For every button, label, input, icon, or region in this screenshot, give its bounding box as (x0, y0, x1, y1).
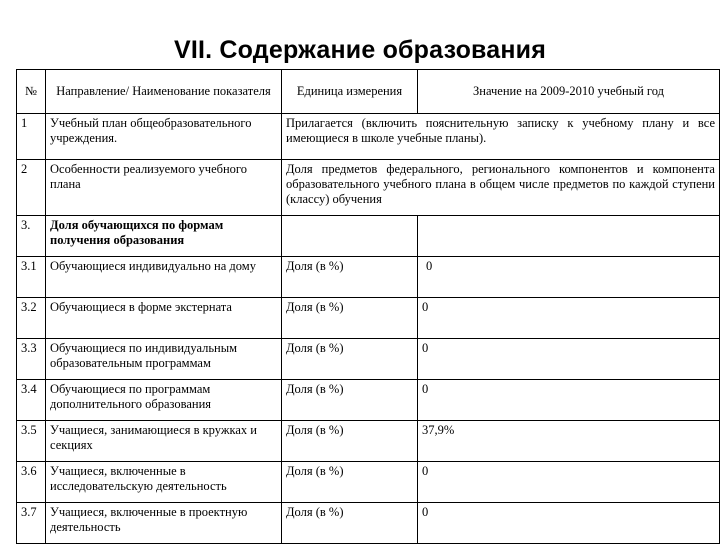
row-name: Доля обучающихся по формам получения образования (46, 216, 282, 257)
row-unit (282, 216, 418, 257)
row-merged-value: Доля предметов федерального, регионального компонентов и компонента образовательного учебного плана в общем числе предметов по каждой ступени (классу) обучения (282, 160, 720, 216)
table-row (17, 503, 720, 544)
row-value (418, 216, 720, 257)
row-name: Учащиеся, включенные в исследовательскую деятельность (46, 462, 282, 503)
table-row (17, 380, 720, 421)
row-num: 3.6 (17, 462, 46, 503)
row-num: 1 (17, 114, 46, 160)
header-row (17, 70, 720, 114)
row-name: Учащиеся, включенные в проектную деятельность (46, 503, 282, 544)
row-unit: Доля (в %) (282, 298, 418, 339)
row-value: 0 (418, 503, 720, 544)
header-num: № (17, 70, 46, 114)
table-row (17, 160, 720, 216)
row-num: 3.1 (17, 257, 46, 298)
row-name: Обучающиеся индивидуально на дому (46, 257, 282, 298)
row-value: 0 (418, 298, 720, 339)
row-num: 3. (17, 216, 46, 257)
row-unit: Доля (в %) (282, 503, 418, 544)
row-name: Учебный план общеобразовательного учреждения. (46, 114, 282, 160)
row-merged-value: Прилагается (включить пояснительную записку к учебному плану и все имеющиеся в школе учебные планы). (282, 114, 720, 160)
row-value: 0 (418, 339, 720, 380)
row-name: Обучающиеся по программам дополнительного образования (46, 380, 282, 421)
row-num: 3.4 (17, 380, 46, 421)
table-row (17, 257, 720, 298)
row-value: 0 (418, 462, 720, 503)
table-row (17, 114, 720, 160)
row-name: Особенности реализуемого учебного плана (46, 160, 282, 216)
row-num: 3.2 (17, 298, 46, 339)
table-row (17, 216, 720, 257)
table-row (17, 298, 720, 339)
header-name: Направление/ Наименование показателя (46, 70, 282, 114)
row-value: 0 (418, 380, 720, 421)
table-row (17, 339, 720, 380)
row-value: 0 (418, 257, 720, 298)
row-num: 2 (17, 160, 46, 216)
row-unit: Доля (в %) (282, 421, 418, 462)
table-row (17, 421, 720, 462)
row-value: 37,9% (418, 421, 720, 462)
row-num: 3.5 (17, 421, 46, 462)
row-unit: Доля (в %) (282, 380, 418, 421)
row-name: Обучающиеся в форме экстерната (46, 298, 282, 339)
header-unit: Единица измерения (282, 70, 418, 114)
table-row (17, 462, 720, 503)
row-unit: Доля (в %) (282, 462, 418, 503)
row-name: Учащиеся, занимающиеся в кружках и секциях (46, 421, 282, 462)
row-num: 3.7 (17, 503, 46, 544)
education-content-table (16, 69, 720, 544)
row-unit: Доля (в %) (282, 339, 418, 380)
header-value: Значение на 2009-2010 учебный год (418, 70, 720, 114)
page-title: VII. Содержание образования (173, 36, 547, 64)
row-unit: Доля (в %) (282, 257, 418, 298)
row-num: 3.3 (17, 339, 46, 380)
row-name: Обучающиеся по индивидуальным образовательным программам (46, 339, 282, 380)
